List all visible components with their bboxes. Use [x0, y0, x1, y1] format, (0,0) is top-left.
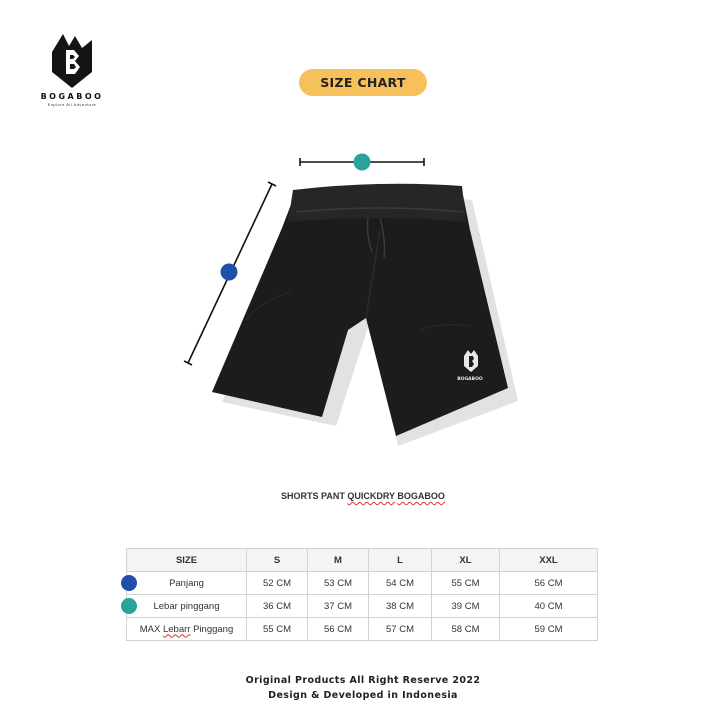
- row-label-lebar-pinggang: Lebar pinggang: [153, 600, 220, 612]
- row-label-max-suffix: Pinggang: [190, 623, 234, 635]
- panjang-legend-dot-icon: [121, 575, 137, 591]
- table-cell: 58 CM: [432, 618, 500, 641]
- header-xxl: XXL: [500, 549, 598, 572]
- lebar-legend-dot-icon: [121, 598, 137, 614]
- table-cell: 52 CM: [247, 572, 308, 595]
- footer-copyright: Original Products All Right Reserve 2022: [245, 675, 481, 686]
- table-cell: 57 CM: [369, 618, 432, 641]
- table-cell: 39 CM: [432, 595, 500, 618]
- header-s: S: [247, 549, 308, 572]
- product-title-prefix: SHORTS PANT: [281, 491, 348, 501]
- product-title: [0, 491, 726, 501]
- footer-origin: Design & Developed in Indonesia: [268, 690, 458, 701]
- product-title-brand: BOGABOO: [397, 491, 445, 501]
- table-cell: 36 CM: [247, 595, 308, 618]
- table-cell: 59 CM: [500, 618, 598, 641]
- table-row-lebar-pinggang: [127, 595, 598, 618]
- size-table: [126, 548, 598, 641]
- table-cell: 55 CM: [247, 618, 308, 641]
- table-cell: 55 CM: [432, 572, 500, 595]
- shorts-logo-text: BOGABOO: [457, 377, 483, 382]
- table-row-max-lebar-pinggang: [127, 618, 598, 641]
- brand-tagline: Explore All Adventure: [47, 102, 97, 107]
- size-table-header-row: [127, 549, 598, 572]
- row-label-cell: [127, 572, 247, 595]
- table-cell: 53 CM: [308, 572, 369, 595]
- table-row-panjang: [127, 572, 598, 595]
- header-m: M: [308, 549, 369, 572]
- header-l: L: [369, 549, 432, 572]
- row-label-max-word: Lebarr: [162, 623, 191, 635]
- row-label-cell: [127, 618, 247, 641]
- table-cell: 37 CM: [308, 595, 369, 618]
- size-chart-badge: SIZE CHART: [299, 69, 427, 96]
- shorts-body: [212, 188, 508, 436]
- row-label-max-prefix: MAX: [139, 623, 163, 635]
- table-cell: 56 CM: [308, 618, 369, 641]
- length-marker-dot: [221, 264, 238, 281]
- table-cell: 40 CM: [500, 595, 598, 618]
- product-title-quickdry: QUICKDRY: [347, 491, 395, 501]
- row-label-cell: [127, 595, 247, 618]
- footer: [0, 673, 726, 703]
- brand-name: BOGABOO: [40, 92, 104, 101]
- row-label-panjang: Panjang: [169, 577, 204, 589]
- table-cell: 56 CM: [500, 572, 598, 595]
- header-xl: XL: [432, 549, 500, 572]
- shorts-waistband: [288, 184, 466, 222]
- table-cell: 38 CM: [369, 595, 432, 618]
- table-cell: 54 CM: [369, 572, 432, 595]
- waist-marker-dot: [354, 154, 371, 171]
- header-size: SIZE: [127, 549, 247, 572]
